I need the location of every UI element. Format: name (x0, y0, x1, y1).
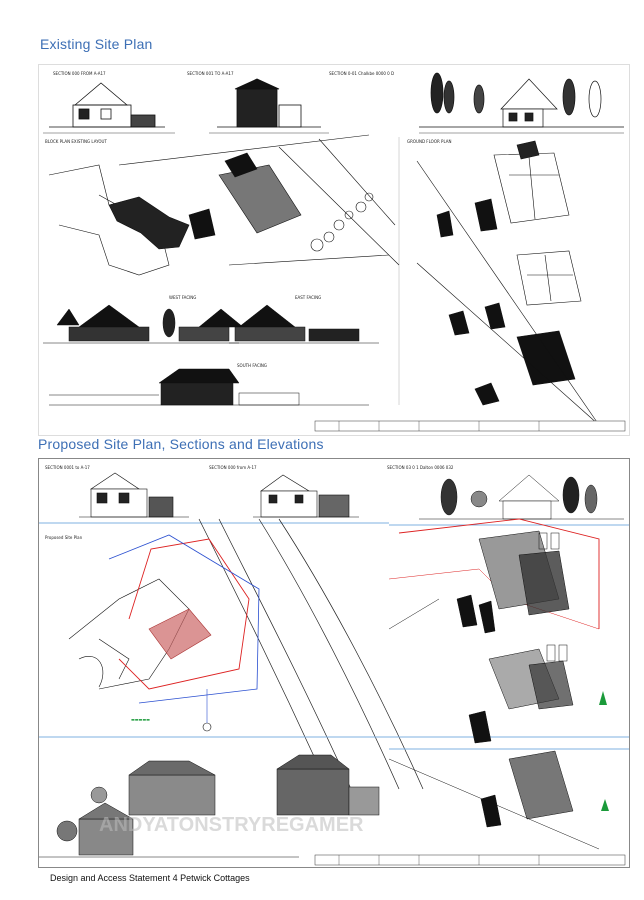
document-caption: Design and Access Statement 4 Petwick Cottages (50, 873, 250, 883)
south-facing-label: SOUTH FACING (237, 363, 268, 368)
proposed-drawing-svg (39, 459, 629, 867)
west-facing-label: WEST FACING (169, 295, 197, 300)
proposed-elevations (39, 755, 379, 857)
proposed-site-plan (69, 535, 259, 731)
existing-drawing-svg (39, 65, 629, 435)
existing-title-block (315, 421, 625, 431)
proposed-section-2 (253, 475, 359, 517)
existing-section-label-3: SECTION 0-01 Chalkbe 0000 0 D (329, 71, 395, 76)
proposed-section-label-3: SECTION 03 0 1 Dalton 0006 032 (387, 465, 454, 470)
proposed-floor-plans (389, 519, 599, 849)
existing-section-label-2: SECTION 001 TO A-A17 (187, 71, 234, 76)
existing-south-elevation (49, 369, 369, 405)
proposed-title-block (315, 855, 625, 865)
existing-section-label-1: SECTION 000 FROM A-A17 (53, 71, 106, 76)
east-facing-label: EAST FACING (295, 295, 322, 300)
existing-site-plan-heading: Existing Site Plan (40, 36, 153, 52)
existing-section-3 (419, 73, 624, 133)
proposed-section-1 (79, 473, 189, 517)
proposed-watermark: ANDYATONSTRYREGAMER (99, 814, 364, 836)
proposed-section-label-1: SECTION 0001 to A-17 (45, 465, 90, 470)
existing-section-1 (43, 83, 175, 133)
existing-floor-plans (417, 141, 599, 425)
existing-section-2 (209, 79, 329, 133)
existing-west-elevation (43, 305, 243, 343)
block-plan-label: BLOCK PLAN EXISTING LAYOUT (45, 139, 107, 144)
north-arrows (599, 691, 609, 811)
proposed-site-plan-heading: Proposed Site Plan, Sections and Elevations (38, 436, 324, 452)
existing-block-plan (49, 135, 399, 275)
existing-site-plan-drawing (38, 64, 630, 436)
proposed-section-label-2: SECTION 000 from A-17 (209, 465, 257, 470)
ground-floor-label: GROUND FLOOR PLAN (407, 139, 452, 144)
proposed-site-plan-drawing (38, 458, 630, 868)
svg-text:▬▬▬▬▬: ▬▬▬▬▬ (131, 717, 150, 722)
proposed-plan-label: Proposed Site Plan (45, 535, 83, 540)
existing-east-elevation (229, 305, 379, 343)
proposed-section-3 (419, 475, 624, 519)
